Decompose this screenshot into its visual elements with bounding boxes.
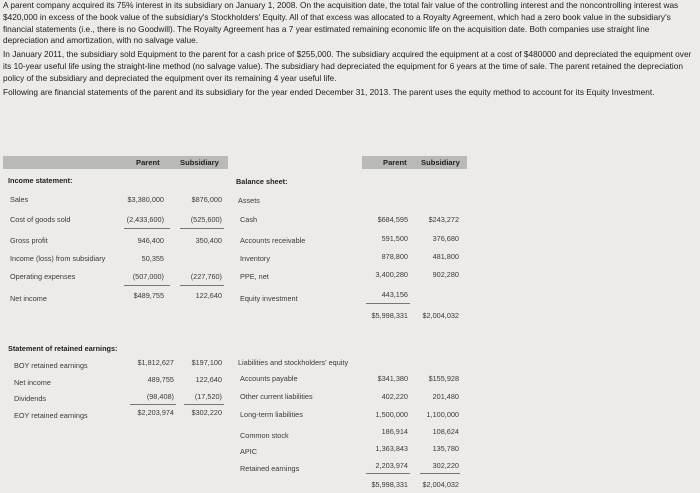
intro-paragraph-statements: Following are financial statements of the parent and its subsidiary for the year ended December 31, 2013. The parent uses the equity method to account for its Equity Investment. [3, 86, 655, 97]
re-parent-value: 489,755 [147, 375, 174, 384]
is-total-rule [180, 285, 224, 286]
re-sub-value: (17,520) [194, 392, 222, 401]
asset-label: Inventory [240, 254, 271, 263]
is-sub-value: (525,600) [190, 215, 222, 224]
asset-label: Cash [240, 215, 258, 224]
re-label: Net income [14, 378, 51, 387]
re-sub-value: $197,100 [191, 358, 222, 367]
equity-parent-value: 1,363,843 [375, 444, 408, 453]
equity-sub-value: 302,220 [432, 461, 459, 470]
is-parent-value: 50,355 [141, 254, 164, 263]
re-label: EOY retained earnings [14, 411, 88, 420]
equity-parent-value: 186,914 [381, 427, 408, 436]
liability-sub-value: 1,100,000 [426, 410, 459, 419]
subsidiary-column-header: Subsidiary [180, 158, 219, 167]
re-parent-value: $1,812,627 [137, 358, 174, 367]
liab-total-sub: $2,004,032 [422, 480, 459, 489]
liability-sub-value: 201,480 [432, 392, 459, 401]
is-sub-value: 122,640 [195, 291, 222, 300]
asset-label: Accounts receivable [240, 236, 306, 245]
re-total-rule [130, 404, 176, 405]
equity-sub-value: 108,624 [432, 427, 459, 436]
liability-parent-value: 402,220 [381, 392, 408, 401]
liab-total-rule [366, 473, 410, 474]
liability-parent-value: $341,380 [377, 374, 408, 383]
asset-parent-value: 443,156 [381, 290, 408, 299]
liabilities-heading: Liabilities and stockholders' equity [238, 358, 349, 367]
is-sub-value: 350,400 [195, 236, 222, 245]
parent-column-header: Parent [136, 158, 160, 167]
re-sub-value: 122,640 [195, 375, 222, 384]
intro-paragraph-acquisition: A parent company acquired its 75% interest in its subsidiary on January 1, 2008. On the acquisition date, the total fair value of the controlling interest and the noncontrolling interest was $420,000 in excess of the book value of the subsidiary's Stockholders' Equity. All of that excess was allocated to a Royalty Agreement, which had a zero book value in the subsidiary's financial statements (i.e., there is no Goodwill). The Royalty Agreement has a 7 year estimated remaining economic life on the acquisition date. Both companies use straight line depreciation and amortization, with no salvage value. [3, 0, 679, 46]
re-label: BOY retained earnings [14, 361, 88, 370]
equity-label: Retained earnings [240, 464, 300, 473]
income-statement-title: Income statement: [8, 176, 73, 185]
intro-paragraph-equipment: In January 2011, the subsidiary sold Equipment to the parent for a cash price of $255,000. The subsidiary acquired the equipment at a cost of $480000 and depreciated the equipment over its 10-year useful life using the straight-line method (no salvage value). The subsidiary had depreciated the equipment for 6 years at the time of sale. The parent retained the depreciation policy of the subsidiary and depreciated the equipment over its remaining 4 year useful life. [3, 49, 692, 83]
asset-sub-value: 481,800 [432, 252, 459, 261]
problem-statement [3, 0, 695, 100]
asset-sub-value: 902,280 [432, 270, 459, 279]
is-parent-value: $489,755 [133, 291, 164, 300]
is-sub-value: $876,000 [191, 195, 222, 204]
liability-label: Long-term liabilities [240, 410, 303, 419]
liability-sub-value: $155,928 [428, 374, 459, 383]
asset-label: Equity investment [240, 294, 298, 303]
asset-parent-value: $684,595 [377, 215, 408, 224]
re-sub-value: $302,220 [191, 408, 222, 417]
asset-parent-value: 591,500 [381, 234, 408, 243]
asset-label: PPE, net [240, 272, 269, 281]
is-total-rule [124, 285, 170, 286]
assets-total-parent: $5,998,331 [371, 311, 408, 320]
parent-column-header-right: Parent [383, 158, 407, 167]
equity-parent-value: 2,203,974 [375, 461, 408, 470]
equity-label: Common stock [240, 431, 289, 440]
assets-total-sub: $2,004,032 [422, 311, 459, 320]
retained-earnings-title: Statement of retained earnings: [8, 344, 118, 353]
is-parent-value: (507,000) [132, 272, 164, 281]
is-subtotal-rule [124, 228, 170, 229]
asset-parent-value: 878,800 [381, 252, 408, 261]
re-parent-value: $2,203,974 [137, 408, 174, 417]
asset-parent-value: 3,400,280 [375, 270, 408, 279]
is-label: Cost of goods sold [10, 215, 71, 224]
subsidiary-column-header-right: Subsidiary [421, 158, 460, 167]
is-parent-value: 946,400 [137, 236, 164, 245]
re-total-rule [184, 404, 224, 405]
liab-total-rule [420, 473, 460, 474]
assets-heading: Assets [238, 196, 260, 205]
balance-sheet-title: Balance sheet: [236, 177, 288, 186]
is-parent-value: $3,380,000 [127, 195, 164, 204]
is-label: Sales [10, 195, 29, 204]
re-label: Dividends [14, 394, 47, 403]
liability-label: Other current liabilities [240, 392, 313, 401]
equity-sub-value: 135,780 [432, 444, 459, 453]
equity-label: APIC [240, 447, 258, 456]
re-parent-value: (98,408) [146, 392, 174, 401]
is-sub-value: (227,760) [190, 272, 222, 281]
assets-total-rule [366, 303, 410, 304]
is-label: Net income [10, 294, 47, 303]
asset-sub-value: 376,680 [432, 234, 459, 243]
is-subtotal-rule [180, 228, 224, 229]
is-label: Income (loss) from subsidiary [10, 254, 106, 263]
liability-parent-value: 1,500,000 [375, 410, 408, 419]
liab-total-parent: $5,998,331 [371, 480, 408, 489]
is-label: Gross profit [10, 236, 48, 245]
asset-sub-value: $243,272 [428, 215, 459, 224]
is-parent-value: (2,433,600) [126, 215, 164, 224]
liability-label: Accounts payable [240, 374, 298, 383]
is-label: Operating expenses [10, 272, 76, 281]
